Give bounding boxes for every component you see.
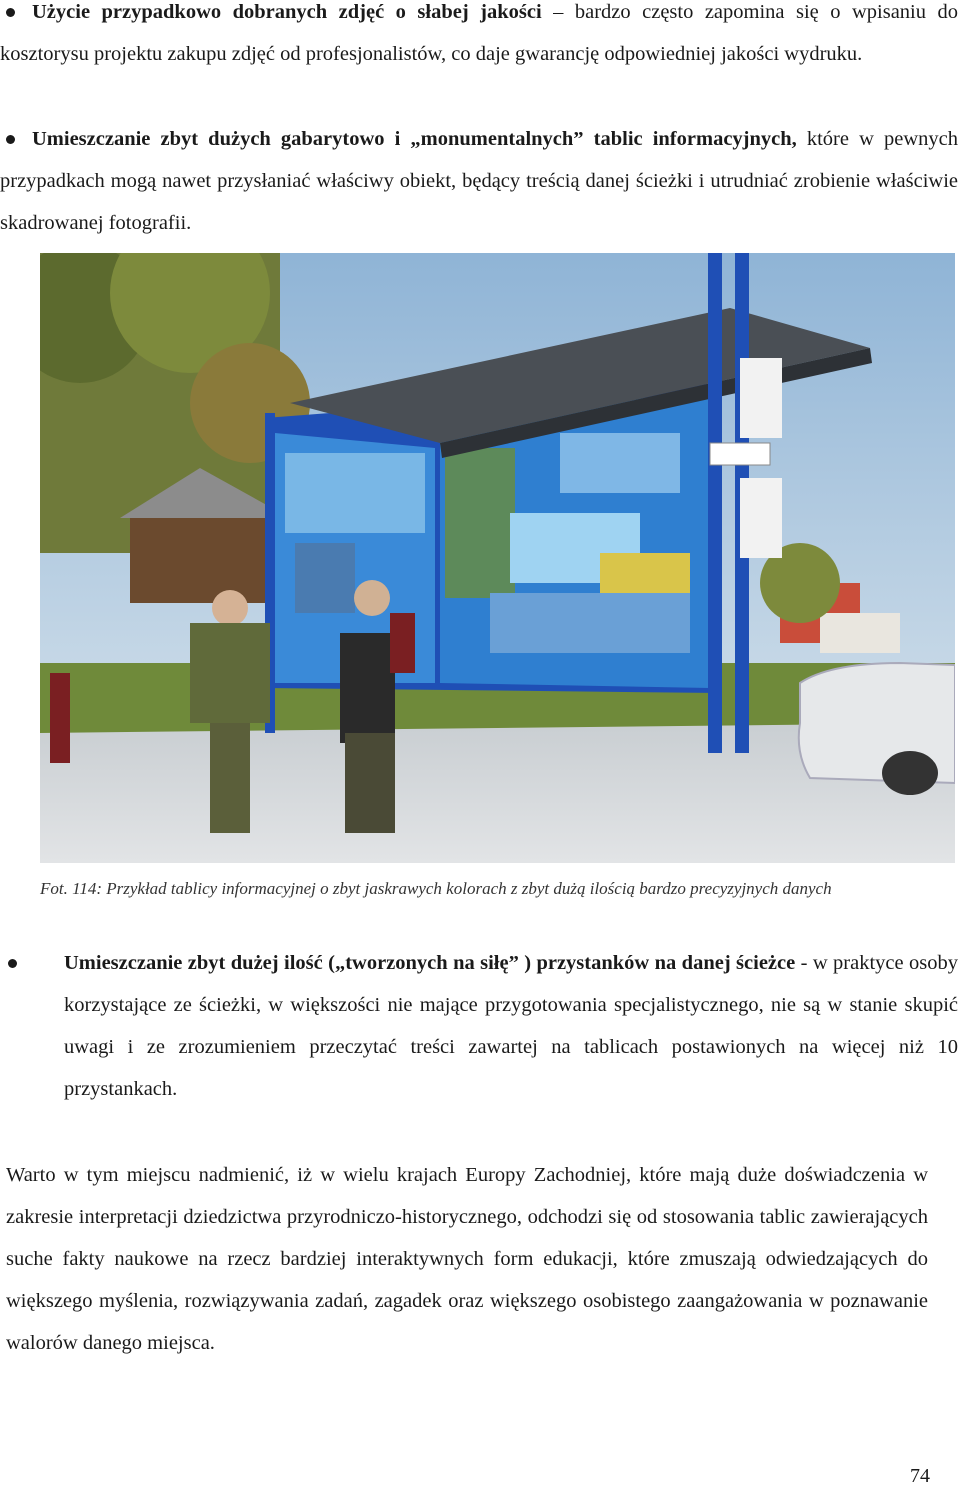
page-number: 74 [910, 1465, 930, 1487]
bullet-item [0, 118, 958, 244]
bullet-item [0, 0, 958, 75]
bullet-text [0, 0, 958, 75]
figure-caption: Fot. 114: Przykład tablicy informacyjnej o zbyt jaskrawych kolorach z zbyt dużą ilością bardzo precyzyjnych danych [40, 879, 832, 898]
bullet-text [0, 118, 958, 244]
bullet-rest: – bardzo często zapomina się o wpisaniu do kosztorysu projektu zakupu zdjęć od profesjonalistów, co daje gwarancję odpowiedniej jakości wydruku. [0, 1, 958, 65]
bullet-bold: Umieszczanie zbyt dużych gabarytowo i „monumentalnych” tablic informacyjnych, [32, 128, 797, 150]
bullet-dot [8, 959, 17, 968]
bullet-rest: które w pewnych przypadkach mogą nawet przysłaniać właściwy obiekt, będący treścią danej ścieżki i utrudniać zrobienie właściwie skadrowanej fotografii. [0, 128, 958, 234]
bullet-text [64, 942, 958, 1110]
bullet-bold: Użycie przypadkowo dobranych zdjęć o słabej jakości [32, 1, 542, 23]
bullet-bold: Umieszczanie zbyt dużej ilość („tworzonych na siłę” ) przystanków na danej ścieżce [64, 952, 796, 974]
info-board-photo [40, 253, 955, 863]
body-paragraph: Warto w tym miejscu nadmienić, iż w wielu krajach Europy Zachodniej, które mają duże doświadczenia w zakresie interpretacji dziedzictwa przyrodniczo-historycznego, odchodzi się od stosowania tablic zawierających suche fakty naukowe na rzecz bardziej interaktywnych form edukacji, które zmuszają odwiedzających do większego myślenia, rozwiązywania zadań, zagadek oraz większego osobistego zaangażowania w poznawanie walorów danego miejsca. [6, 1164, 928, 1354]
bullet-dot [6, 135, 15, 144]
bullet-dot [6, 8, 15, 17]
bullet-item [64, 942, 958, 1110]
bullet-rest: - w praktyce osoby korzystające ze ścieżki, w większości nie mające przygotowania specjalistycznego, nie są w stanie skupić uwagi i ze zrozumieniem przeczytać treści zawartej na tablicach postawionych na więcej niż 10 przystankach. [64, 952, 958, 1100]
